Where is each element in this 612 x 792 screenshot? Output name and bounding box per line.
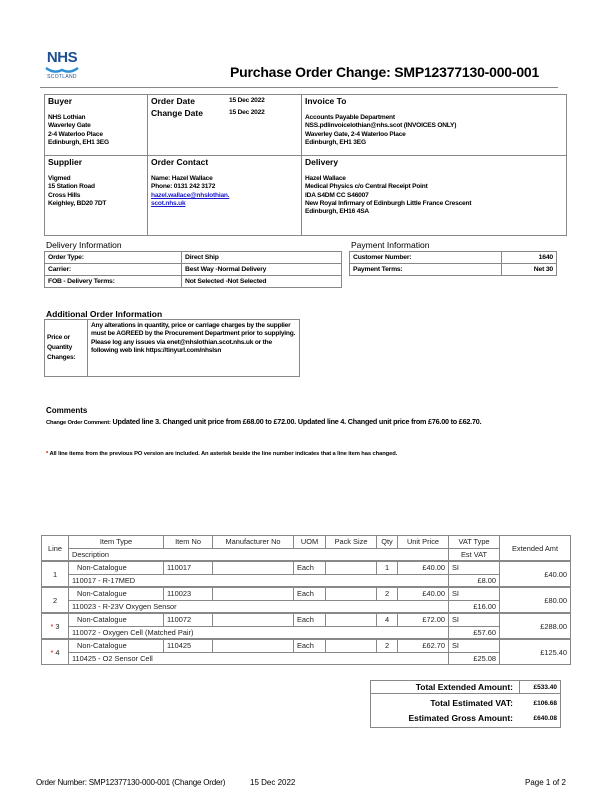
pack-size	[326, 613, 377, 626]
extended-amount: £80.00	[500, 587, 571, 613]
carrier-label: Carrier:	[45, 264, 182, 276]
changed-marker: *	[50, 647, 54, 657]
invoice-to-heading: Invoice To	[305, 96, 347, 106]
additional-info-title: Additional Order Information	[46, 309, 163, 319]
dates-section	[151, 96, 299, 120]
item-type: Non-Catalogue	[69, 561, 164, 574]
divider	[87, 320, 88, 376]
col-extended-amt: Extended Amt	[500, 536, 571, 562]
order-type-label: Order Type:	[45, 252, 182, 264]
order-date-value: 15 Dec 2022	[229, 97, 265, 104]
unit-price: £40.00	[398, 561, 449, 574]
col-qty: Qty	[377, 536, 398, 549]
delivery-line: Hazel Wallace	[305, 175, 346, 182]
manufacturer-no	[213, 587, 294, 600]
item-type: Non-Catalogue	[69, 587, 164, 600]
totals-box	[370, 680, 561, 728]
delivery-information-title: Delivery Information	[46, 240, 122, 250]
extended-amount: £288.00	[500, 613, 571, 639]
item-no: 110017	[164, 561, 213, 574]
description: 110425 - O2 Sensor Cell	[69, 652, 449, 665]
supplier-section	[48, 157, 144, 208]
header-row	[42, 548, 571, 561]
supplier-line: 15 Station Road	[48, 183, 95, 191]
contact-email-link-cont[interactable]: scot.nhs.uk	[151, 199, 186, 207]
footer-order-number: Order Number: SMP12377130-000-001 (Change Order)	[36, 778, 226, 787]
asterisk-marker: *	[46, 451, 49, 457]
price-quantity-text: Any alterations in quantity, price or carriage charges by the supplier must be AGREED by the Procurement Department prior to supplying. Please log any issues via enet@nhslothian.scot.nhs.uk or the following web link https://tinyurl.com/nhslsn	[91, 322, 296, 354]
change-date-value: 15 Dec 2022	[229, 109, 265, 116]
header-row	[42, 536, 571, 549]
gross-amount-label: Estimated Gross Amount:	[408, 713, 513, 723]
qty: 2	[377, 639, 398, 652]
order-type-value: Direct Ship	[182, 252, 342, 264]
vat-type: SI	[449, 639, 500, 652]
contact-email-link[interactable]: hazel.wallace@nhslothian.	[151, 191, 230, 199]
fob-label: FOB - Delivery Terms:	[45, 276, 182, 288]
col-unit-price: Unit Price	[398, 536, 449, 549]
footer-date: 15 Dec 2022	[250, 778, 296, 787]
supplier-line: Keighley, BD20 7DT	[48, 199, 107, 207]
delivery-information-table	[44, 251, 342, 288]
line-number: 1	[52, 569, 58, 579]
line-number: 4	[55, 647, 60, 657]
note-text: All line items from the previous PO version are included. An asterisk beside the line number indicates that a line item has changed.	[49, 451, 398, 457]
col-item-type: Item Type	[69, 536, 164, 549]
line-items-note	[46, 451, 397, 457]
vat-type: SI	[449, 561, 500, 574]
invoice-email: NSS.pdlinvoicelothian@nhs.scot (INVOICES ONLY)	[305, 122, 457, 130]
delivery-line: Medical Physics c/o Central Receipt Point	[305, 183, 428, 191]
manufacturer-no	[213, 639, 294, 652]
delivery-line: Edinburgh, EH16 4SA	[305, 208, 369, 216]
delivery-line: IDA S4DM CC S46007	[305, 191, 369, 199]
description: 110023 - R-23V Oxygen Sensor	[69, 600, 449, 613]
contact-phone: Phone: 0131 242 3172	[151, 183, 216, 191]
additional-info-box	[44, 319, 300, 377]
comment-body	[46, 417, 566, 428]
supplier-line: Vigmed	[48, 175, 71, 182]
contact-name: Name: Hazel Wallace	[151, 175, 213, 182]
logo-wave-icon	[45, 66, 79, 74]
qty: 1	[377, 561, 398, 574]
change-date-label: Change Date	[151, 108, 203, 118]
invoice-to-section	[305, 96, 563, 147]
divider	[519, 681, 520, 693]
est-vat: £16.00	[449, 600, 500, 613]
table-row	[45, 252, 342, 264]
line-item-row	[42, 639, 571, 652]
line-item-description-row	[42, 574, 571, 587]
table-row	[350, 264, 557, 276]
divider	[45, 155, 566, 156]
comments-title: Comments	[46, 406, 88, 415]
payment-information-title: Payment Information	[351, 240, 430, 250]
item-type: Non-Catalogue	[69, 613, 164, 626]
total-vat-label: Total Estimated VAT:	[430, 698, 513, 708]
comment-label: Change Order Comment:	[46, 420, 111, 426]
est-vat: £57.60	[449, 626, 500, 639]
item-no: 110023	[164, 587, 213, 600]
line-item-row	[42, 587, 571, 600]
unit-price: £72.00	[398, 613, 449, 626]
line-number: 3	[55, 621, 60, 631]
invoice-line: Edinburgh, EH1 3EG	[305, 138, 366, 146]
order-contact-heading: Order Contact	[151, 157, 209, 167]
line-item-description-row	[42, 600, 571, 613]
total-vat-value: £106.68	[533, 700, 557, 707]
divider	[147, 95, 148, 235]
buyer-line: 2-4 Waterloo Place	[48, 130, 103, 138]
col-line: Line	[42, 536, 69, 562]
payment-terms-value: Net 30	[502, 264, 557, 276]
col-est-vat: Est VAT	[449, 548, 500, 561]
col-item-no: Item No	[164, 536, 213, 549]
table-row	[45, 276, 342, 288]
divider	[371, 693, 560, 694]
table-row	[350, 252, 557, 264]
uom: Each	[294, 639, 326, 652]
est-vat: £8.00	[449, 574, 500, 587]
buyer-line: Waverley Gate	[48, 122, 91, 130]
line-number-cell	[42, 613, 69, 639]
line-item-row	[42, 561, 571, 574]
gross-amount-value: £640.08	[533, 715, 557, 722]
line-items-table	[41, 535, 571, 665]
manufacturer-no	[213, 561, 294, 574]
invoice-line: Waverley Gate, 2-4 Waterloo Place	[305, 130, 406, 138]
line-number-cell	[42, 561, 69, 587]
extended-amount: £40.00	[500, 561, 571, 587]
customer-number-value: 1640	[502, 252, 557, 264]
unit-price: £40.00	[398, 587, 449, 600]
delivery-heading: Delivery	[305, 157, 339, 167]
col-uom: UOM	[294, 536, 326, 549]
manufacturer-no	[213, 613, 294, 626]
uom: Each	[294, 587, 326, 600]
payment-terms-label: Payment Terms:	[350, 264, 502, 276]
changed-marker: *	[50, 621, 54, 631]
qty: 2	[377, 587, 398, 600]
col-vat-type: VAT Type	[449, 536, 500, 549]
comment-text: Updated line 3. Changed unit price from £68.00 to £72.00. Updated line 4. Changed unit price from £76.00 to £62.70.	[112, 417, 482, 426]
logo-subtext: SCOTLAND	[47, 74, 77, 80]
supplier-line: Cross Hills	[48, 191, 81, 199]
qty: 4	[377, 613, 398, 626]
supplier-heading: Supplier	[48, 157, 83, 167]
price-quantity-label: Price or Quantity Changes:	[47, 334, 76, 361]
carrier-value: Best Way -Normal Delivery	[182, 264, 342, 276]
line-item-row	[42, 613, 571, 626]
order-date-label: Order Date	[151, 96, 195, 106]
invoice-line: Accounts Payable Department	[305, 114, 395, 121]
buyer-section	[48, 96, 144, 147]
header-divider	[40, 87, 558, 88]
pack-size	[326, 561, 377, 574]
pack-size	[326, 639, 377, 652]
buyer-line: NHS Lothian	[48, 114, 86, 121]
buyer-heading: Buyer	[48, 96, 73, 106]
col-manufacturer-no: Manufacturer No	[213, 536, 294, 549]
item-no: 110072	[164, 613, 213, 626]
col-description: Description	[69, 548, 449, 561]
extended-amount: £125.40	[500, 639, 571, 665]
table-row	[45, 264, 342, 276]
col-pack-size: Pack Size	[326, 536, 377, 549]
buyer-line: Edinburgh, EH1 3EG	[48, 138, 109, 146]
delivery-line: New Royal Infirmary of Edinburgh Little France Crescent	[305, 199, 472, 207]
description: 110072 - Oxygen Cell (Matched Pair)	[69, 626, 449, 639]
divider	[301, 95, 302, 235]
vat-type: SI	[449, 587, 500, 600]
line-item-description-row	[42, 652, 571, 665]
line-number-cell	[42, 639, 69, 665]
line-number: 2	[52, 595, 58, 605]
nhs-scotland-logo	[44, 50, 80, 90]
unit-price: £62.70	[398, 639, 449, 652]
total-extended-label: Total Extended Amount:	[415, 682, 513, 692]
vat-type: SI	[449, 613, 500, 626]
address-grid	[44, 94, 567, 236]
line-item-description-row	[42, 626, 571, 639]
customer-number-label: Customer Number:	[350, 252, 502, 264]
page-title: Purchase Order Change: SMP12377130-000-001	[230, 64, 540, 80]
payment-information-table	[349, 251, 557, 276]
logo-text: NHS	[46, 49, 78, 66]
item-type: Non-Catalogue	[69, 639, 164, 652]
total-extended-value: £533.40	[533, 684, 557, 691]
fob-value: Not Selected -Not Selected	[182, 276, 342, 288]
pack-size	[326, 587, 377, 600]
line-number-cell	[42, 587, 69, 613]
delivery-section	[305, 157, 563, 216]
uom: Each	[294, 561, 326, 574]
uom: Each	[294, 613, 326, 626]
est-vat: £25.08	[449, 652, 500, 665]
item-no: 110425	[164, 639, 213, 652]
description: 110017 - R-17MED	[69, 574, 449, 587]
order-contact-section	[151, 157, 299, 208]
footer-page-number: Page 1 of 2	[525, 778, 566, 787]
